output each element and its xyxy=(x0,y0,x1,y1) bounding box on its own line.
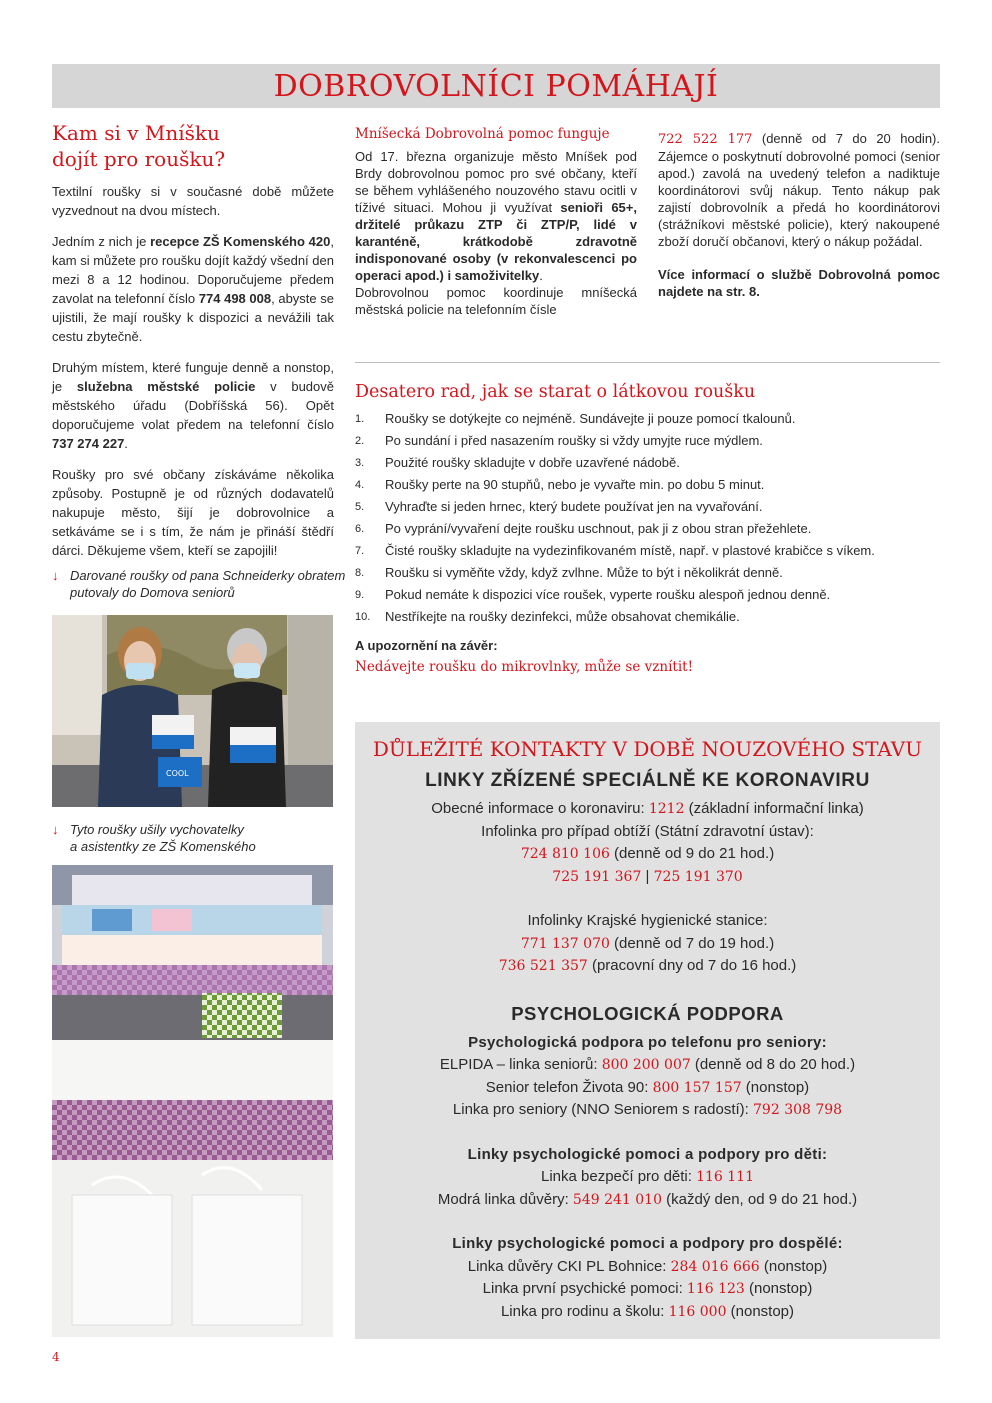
school-reception: recepce ZŠ Komenského 420 xyxy=(150,234,331,249)
box-label: COOL xyxy=(166,769,189,778)
caption-text: Darované roušky od pana Schneiderky obratem putovaly do Domova seniorů xyxy=(70,568,346,600)
right-column xyxy=(658,130,940,300)
important-contacts-box xyxy=(355,722,940,1339)
photo-handmade-masks xyxy=(52,865,333,1337)
warning-label: A upozornění na závěr: xyxy=(355,638,498,653)
text-span: Druhým místem, které funguje denně a nonstop, je xyxy=(52,360,334,394)
list-item xyxy=(355,474,940,496)
contact-line xyxy=(355,1278,940,1301)
item-text: Po sundání i před nasazením roušky si vždy umyjte ruce mýdlem. xyxy=(385,433,763,448)
item-number: 8. xyxy=(355,567,365,579)
eligible-groups: senioři 65+, držitelé průkazu ZTP či ZTP/P, lidé v karanténě, krátkodobě zdravotně indisponované osoby (v rekonvalescenci po operaci apod.) i samoživitelky xyxy=(355,200,637,283)
list-item xyxy=(355,562,940,584)
right-paragraph-1 xyxy=(658,130,940,250)
text-span: , abyste se ujistili, že mají roušky k dispozici a nevážili tak cestu zbytečně. xyxy=(52,291,334,344)
item-number: 9. xyxy=(355,589,365,601)
text-span: (každý den, od 9 do 21 hod.) xyxy=(662,1190,858,1208)
phone-number: 724 810 106 xyxy=(520,846,610,862)
text-span: v budově městského úřadu (Dobříšská 56). Opět doporučujeme volat předem na telefonní číslo xyxy=(52,379,334,432)
photo-illustration xyxy=(52,615,333,807)
phone-number: 800 200 007 xyxy=(601,1057,691,1073)
text-span: Linka pro rodinu a školu: xyxy=(500,1302,669,1320)
contact-line xyxy=(355,1301,940,1324)
item-text: Nestříkejte na roušky dezinfekci, může obsahovat chemikálie. xyxy=(385,609,740,624)
phone-number: 792 308 798 xyxy=(753,1102,843,1118)
text-span: Modrá linka důvěry: xyxy=(437,1190,573,1208)
rules-heading: Desatero rad, jak se starat o látkovou roušku xyxy=(355,382,756,402)
middle-heading: Mníšecká Dobrovolná pomoc funguje xyxy=(355,126,610,142)
text-span: (denně od 7 do 19 hod.) xyxy=(609,934,775,952)
text-span: Linka důvěry CKI PL Bohnice: xyxy=(467,1257,671,1275)
item-number: 3. xyxy=(355,457,365,469)
more-info: Více informací o službě Dobrovolná pomoc najdete na str. 8. xyxy=(658,267,940,299)
item-text: Po vyprání/vyvaření dejte roušku uschnout, pak ji z obou stran přežehlete. xyxy=(385,521,812,536)
text-span: Linka první psychické pomoci: xyxy=(482,1280,687,1297)
phone-number: 771 137 070 xyxy=(520,935,610,952)
phone-number: 774 498 008 xyxy=(198,291,272,306)
item-text: Roušky se dotýkejte co nejméně. Sundávejte ji pouze pomocí tkalounů. xyxy=(385,411,796,426)
text-span: (nonstop) xyxy=(759,1257,828,1275)
section-heading: Psychologická podpora po telefonu pro seniory: xyxy=(468,1033,827,1051)
phone-number: 116 123 xyxy=(686,1281,745,1297)
arrow-down-icon: ↓ xyxy=(52,568,59,583)
text-span: (pracovní dny od 7 do 16 hod.) xyxy=(587,957,797,974)
item-text: Roušku si vyměňte vždy, když zvlhne. Může to být i několikrát denně. xyxy=(385,565,783,580)
left-paragraph-4: Roušky pro své občany získáváme několika způsoby. Postupně je od různých dodavatelů nakupuje město, šijí je dobrovolnice a setkáváme se i s tím, že nám je přináší štědří dárci. Děkujeme všem, kteří se zapojili! xyxy=(52,467,334,558)
item-number: 6. xyxy=(355,523,365,535)
text-span: (denně od 8 do 20 hod.) xyxy=(690,1056,856,1073)
list-item xyxy=(355,606,940,628)
coordinator-phone: 722 522 177 xyxy=(658,132,753,147)
list-item xyxy=(355,584,940,606)
text-span: Linka bezpečí pro děti: xyxy=(540,1168,697,1185)
rules-list xyxy=(355,408,940,628)
left-paragraph-1: Textilní roušky si v současné době můžete vyzvednout na dvou místech. xyxy=(52,184,334,218)
phone-number: 736 521 357 xyxy=(498,958,588,974)
page-header xyxy=(52,64,940,108)
text-span: . xyxy=(539,268,543,283)
item-number: 7. xyxy=(355,545,365,557)
middle-column xyxy=(355,126,637,318)
item-text: Použité roušky skladujte v dobře uzavřené nádobě. xyxy=(385,455,680,470)
item-number: 4. xyxy=(355,479,365,491)
list-item xyxy=(355,496,940,518)
text-span: Obecné informace o koronaviru: xyxy=(431,800,649,817)
text-span: (denně od 7 do 20 hodin). Zájemce o poskytnutí dobrovolné pomoci (senior apod.) zavolá na uvedený telefon a nadiktuje koordinátorovi svůj nákup. Tento nákup pak zajistí dobrovolník a předá ho koordinátorovi (strážníkovi městské policie), který nakoupené zboží doručí občanovi, který o nákup požádal. xyxy=(658,131,940,249)
left-heading xyxy=(52,120,334,172)
contacts-subtitle: LINKY ZŘÍZENÉ SPECIÁLNĚ KE KORONAVIRU xyxy=(425,770,870,791)
text-span: Jedním z nich je xyxy=(52,234,151,249)
section-heading: Linky psychologické pomoci a podpory pro dospělé: xyxy=(452,1235,843,1252)
contacts-title: DŮLEŽITÉ KONTAKTY V DOBĚ NOUZOVÉHO STAVU xyxy=(372,737,923,761)
photo-illustration xyxy=(52,865,333,1337)
phone-number: 737 274 227 xyxy=(52,436,125,451)
left-heading-line1: Kam si v Mníšku xyxy=(52,121,220,145)
text-span: , kam si můžete pro roušku dojít každý všední den mezi 8 a 12 hodinou. Doporučujeme předem zavolat na telefonní číslo xyxy=(52,234,334,306)
contact-line xyxy=(355,955,940,978)
photo-caption-2 xyxy=(52,821,352,855)
caption-text: Tyto roušky ušily vychovatelky xyxy=(70,822,244,837)
contact-line xyxy=(355,933,940,956)
mask-care-rules xyxy=(355,382,940,675)
contact-line xyxy=(355,1054,940,1077)
item-text: Vyhraďte si jeden hrnec, který budete používat jen na vyvařování. xyxy=(385,499,763,514)
phone-number: 116 111 xyxy=(696,1169,754,1185)
contact-line xyxy=(355,798,940,821)
phone-number: 284 016 666 xyxy=(670,1258,760,1275)
warning-text: Nedávejte roušku do mikrovlnky, může se vznítit! xyxy=(355,659,693,675)
spacer xyxy=(355,888,940,910)
text-span: Linka pro seniory (NNO Seniorem s radostí): xyxy=(452,1101,754,1118)
contact-line xyxy=(355,1099,940,1122)
item-number: 5. xyxy=(355,501,365,513)
left-paragraph-3 xyxy=(52,358,334,453)
item-text: Pokud nemáte k dispozici více roušek, vyperte roušku alespoň jednou denně. xyxy=(385,587,831,602)
text-span: . xyxy=(124,436,128,451)
phone-number: 549 241 010 xyxy=(572,1191,662,1208)
text-span: (nonstop) xyxy=(744,1280,813,1297)
text-span: ELPIDA – linka seniorů: xyxy=(439,1056,602,1073)
phone-number: 725 191 370 xyxy=(653,868,743,885)
contact-line xyxy=(355,1166,940,1189)
item-text: Čisté roušky skladujte na vydezinfikovaném místě, např. v plastové krabičce s víkem. xyxy=(385,543,875,558)
separator: | xyxy=(641,867,654,885)
arrow-down-icon: ↓ xyxy=(52,822,59,837)
phone-number: 725 191 367 xyxy=(552,868,642,885)
list-item xyxy=(355,452,940,474)
psych-support-title: PSYCHOLOGICKÁ PODPORA xyxy=(511,1002,784,1024)
section-heading: Linky psychologické pomoci a podpory pro děti: xyxy=(467,1145,828,1163)
left-heading-line2: dojít pro roušku? xyxy=(52,147,226,171)
contact-line xyxy=(355,866,940,889)
text-span: (denně od 9 do 21 hod.) xyxy=(609,845,775,862)
text-span: Senior telefon Života 90: xyxy=(485,1078,653,1096)
list-item xyxy=(355,430,940,452)
middle-paragraph-2: Dobrovolnou pomoc koordinuje mníšecká městská policie na telefonním čísle xyxy=(355,285,637,317)
list-item xyxy=(355,540,940,562)
middle-paragraph-1 xyxy=(355,148,637,284)
police-office: služebna městské policie xyxy=(76,379,256,394)
phone-number: 800 157 157 xyxy=(652,1079,742,1096)
photo-caption-1 xyxy=(52,567,352,601)
phone-number: 1212 xyxy=(648,801,685,817)
page-title: DOBROVOLNÍCI POMÁHAJÍ xyxy=(273,69,719,104)
item-number: 1. xyxy=(355,413,365,425)
list-item xyxy=(355,518,940,540)
contact-line xyxy=(355,843,940,866)
contact-line xyxy=(355,1077,940,1100)
item-number: 10. xyxy=(355,611,371,623)
left-column xyxy=(52,120,334,572)
contact-line: Infolinky Krajské hygienické stanice: xyxy=(527,912,768,929)
text-span: (nonstop) xyxy=(741,1078,810,1096)
text-span: (nonstop) xyxy=(726,1302,795,1320)
left-paragraph-2 xyxy=(52,232,334,346)
item-text: Roušky perte na 90 stupňů, nebo je vyvařte min. po dobu 5 minut. xyxy=(385,477,765,492)
phone-number: 116 000 xyxy=(668,1303,727,1320)
list-item xyxy=(355,408,940,430)
contact-line: Infolinka pro případ obtíží (Státní zdravotní ústav): xyxy=(481,822,814,840)
photo-donated-masks xyxy=(52,615,333,807)
contact-line xyxy=(355,1256,940,1279)
text-span: Od 17. března organizuje město Mníšek pod Brdy dobrovolnou pomoc pro své občany, kteří se během vyhlášeného nouzového stavu ocitli v tíživé situaci. Mohou ji využívat xyxy=(355,149,637,215)
section-divider xyxy=(355,362,940,363)
caption-text: a asistentky ze ZŠ Komenského xyxy=(70,839,256,854)
contact-line xyxy=(355,1189,940,1212)
page-number: 4 xyxy=(52,1350,60,1364)
item-number: 2. xyxy=(355,435,365,447)
text-span: (základní informační linka) xyxy=(684,800,864,817)
